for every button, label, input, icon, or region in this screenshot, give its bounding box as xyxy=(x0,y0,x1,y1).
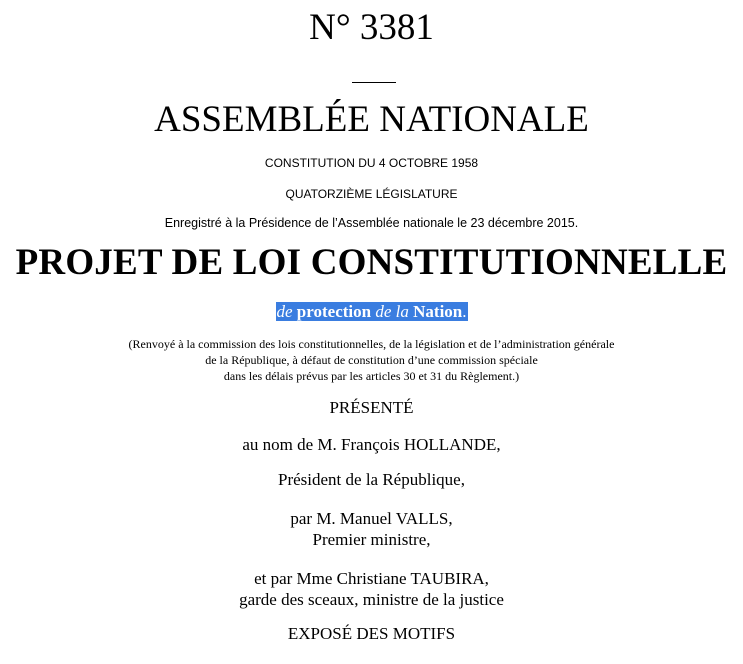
referral-line-2: de la République, à défaut de constitution d’une commission spéciale xyxy=(205,353,538,367)
bill-subject[interactable] xyxy=(0,301,743,322)
prime-minister-title: Premier ministre, xyxy=(312,530,431,549)
referral-line-1: (Renvoyé à la commission des lois constitutionnelles, de la législation et de l’administration générale xyxy=(128,337,615,351)
constitution-line: CONSTITUTION DU 4 OCTOBRE 1958 xyxy=(264,156,479,170)
subject-period: . xyxy=(462,302,467,321)
justice-minister-title: garde des sceaux, ministre de la justice xyxy=(239,590,504,609)
motives-heading: EXPOSÉ DES MOTIFS xyxy=(287,624,456,643)
subject-word-de-la: de la xyxy=(375,302,409,321)
subject-word-nation: Nation xyxy=(413,302,463,321)
selected-text-highlight[interactable] xyxy=(276,302,468,321)
legislature-line: QUATORZIÈME LÉGISLATURE xyxy=(285,187,458,201)
referral-line-3: dans les délais prévus par les articles 30 et 31 du Règlement.) xyxy=(223,369,520,383)
president-title: Président de la République, xyxy=(278,470,465,489)
presented-heading: PRÉSENTÉ xyxy=(329,398,414,417)
prime-minister-name: par M. Manuel VALLS, xyxy=(290,509,453,528)
subject-word-protection: protection xyxy=(296,302,372,321)
assembly-heading: ASSEMBLÉE NATIONALE xyxy=(154,99,589,140)
justice-minister-name: et par Mme Christiane TAUBIRA, xyxy=(254,569,489,588)
on-behalf-line: au nom de M. François HOLLANDE, xyxy=(242,435,501,454)
separator-rule xyxy=(352,82,396,83)
bill-number: N° 3381 xyxy=(309,7,434,48)
subject-word-de: de xyxy=(276,302,293,321)
registration-line: Enregistré à la Présidence de l’Assemblée nationale le 23 décembre 2015. xyxy=(164,216,579,230)
referral-note xyxy=(0,336,743,384)
bill-title: PROJET DE LOI CONSTITUTIONNELLE xyxy=(15,242,728,283)
